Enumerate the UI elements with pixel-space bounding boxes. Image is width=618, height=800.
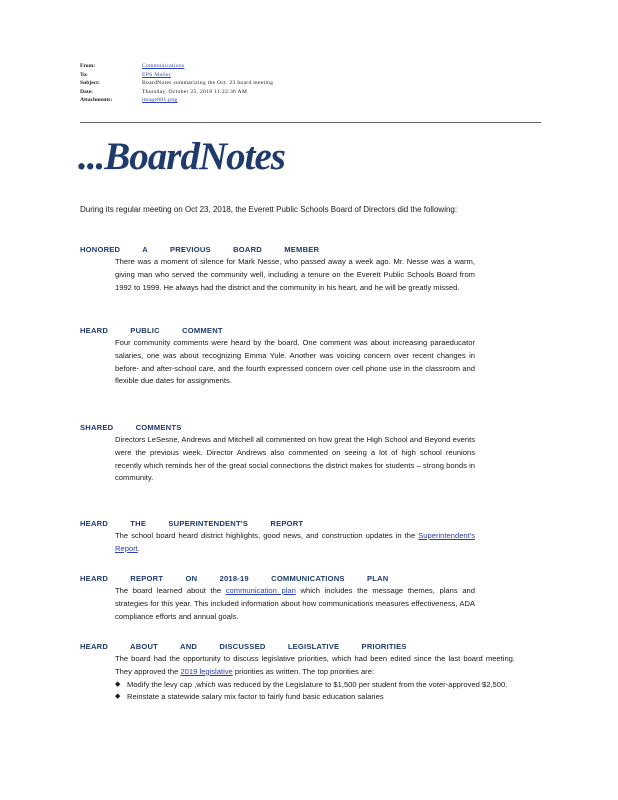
subject-label: Subject:	[80, 80, 100, 87]
list-item-text: Reinstate a statewide salary mix factor to fairly fund basic education salaries	[127, 692, 384, 702]
to-value[interactable]: EPS Mailer	[142, 71, 171, 78]
email-subject-row	[80, 79, 273, 88]
body-text: The board had the opportunity to discuss legislative priorities, which had been edited since the last board meeting. They approved the	[115, 654, 515, 676]
bullet-diamond-icon: ◆	[115, 693, 121, 701]
email-from-row	[80, 62, 273, 71]
body-text: The board learned about the	[115, 586, 226, 595]
communication-plan-link[interactable]: communication plan	[225, 586, 296, 595]
attachment-link[interactable]: image001.png	[142, 97, 178, 104]
section-heading: SHARED COMMENTS	[80, 423, 182, 432]
body-text-end: which includes the message themes, plans and strategies for this year. This included information about how communications measures effectiveness, ADA compliance efforts and annual goals.	[115, 586, 475, 621]
email-to-row	[80, 71, 273, 80]
section-honored	[80, 244, 520, 294]
section-body: There was a moment of silence for Mark Nesse, who passed away a week ago. Mr. Nesse was a warm, giving man who served the community well, including a tenure on the Everett Public Schools Board from 1992 to 1999. He always had the district and the community in his heart, and he will be greatly missed.	[115, 257, 475, 292]
list-item	[115, 679, 515, 692]
section-heading: HEARD REPORT ON 2018-19 COMMUNICATIONS PLAN	[80, 574, 389, 583]
list-item-text: Modify the levy cap ,which was reduced by the Legislature to $1,500 per student from the voter-approved $2,500.	[127, 679, 508, 689]
section-public-comment	[80, 325, 520, 388]
body-text: The school board heard district highlights, good news, and construction updates in the	[115, 531, 419, 540]
priority-list	[115, 679, 515, 705]
email-header	[80, 62, 273, 105]
section-body: Directors LeSesne, Andrews and Mitchell all commented on how great the High School and Beyond events were the previous week. Director Andrews also commented on seeing a lot of high school reunions recently which reminds her of the great social connections the district makes for students – strong bonds in community.	[115, 435, 475, 483]
newsletter-title: ...BoardNotes	[78, 135, 285, 178]
subject-value: BoardNotes summarizing the Oct. 23 board meeting	[142, 80, 274, 87]
section-heading: HEARD PUBLIC COMMENT	[80, 326, 223, 335]
intro-paragraph: During its regular meeting on Oct 23, 2018, the Everett Public Schools Board of Directors did the following:	[80, 205, 458, 214]
date-label: Date:	[80, 88, 94, 95]
email-attachments-row	[80, 96, 273, 105]
section-communications-plan	[80, 573, 520, 623]
section-heading: HEARD THE SUPERINTENDENT'S REPORT	[80, 519, 304, 528]
attachments-label: Attachments:	[80, 97, 113, 104]
section-legislative-priorities	[80, 641, 520, 704]
body-text-end: priorities as written. The top priorities are:	[232, 666, 375, 676]
from-label: From:	[80, 63, 96, 69]
legislative-priorities-link[interactable]: 2019 legislative	[180, 666, 233, 676]
to-label: To:	[80, 71, 88, 78]
section-body	[115, 530, 475, 556]
email-date-row	[80, 88, 273, 97]
body-text-end: .	[137, 543, 140, 553]
date-value: Thursday, October 25, 2018 11:22:36 AM	[142, 88, 248, 95]
bullet-diamond-icon: ◆	[115, 680, 121, 688]
section-shared-comments	[80, 422, 520, 485]
section-body: Four community comments were heard by the board. One comment was about increasing paraeducator salaries, one was about recognizing Emma Yule. Another was voicing concern over recent changes in before- and after-school care, and the fourth expressed concern over cell phone use in the classroom and flexible due dates for assignments.	[115, 338, 475, 386]
section-superintendent-report	[80, 518, 520, 556]
section-body	[115, 653, 515, 704]
header-divider	[80, 122, 541, 123]
section-body	[115, 585, 475, 623]
section-heading: HEARD ABOUT AND DISCUSSED LEGISLATIVE PRIORITIES	[80, 642, 407, 651]
superintendent-report-link[interactable]: Superintendent's Report	[115, 531, 475, 553]
section-heading: HONORED A PREVIOUS BOARD MEMBER	[80, 245, 320, 254]
from-value[interactable]: Communications	[142, 63, 185, 69]
list-item	[115, 691, 515, 704]
